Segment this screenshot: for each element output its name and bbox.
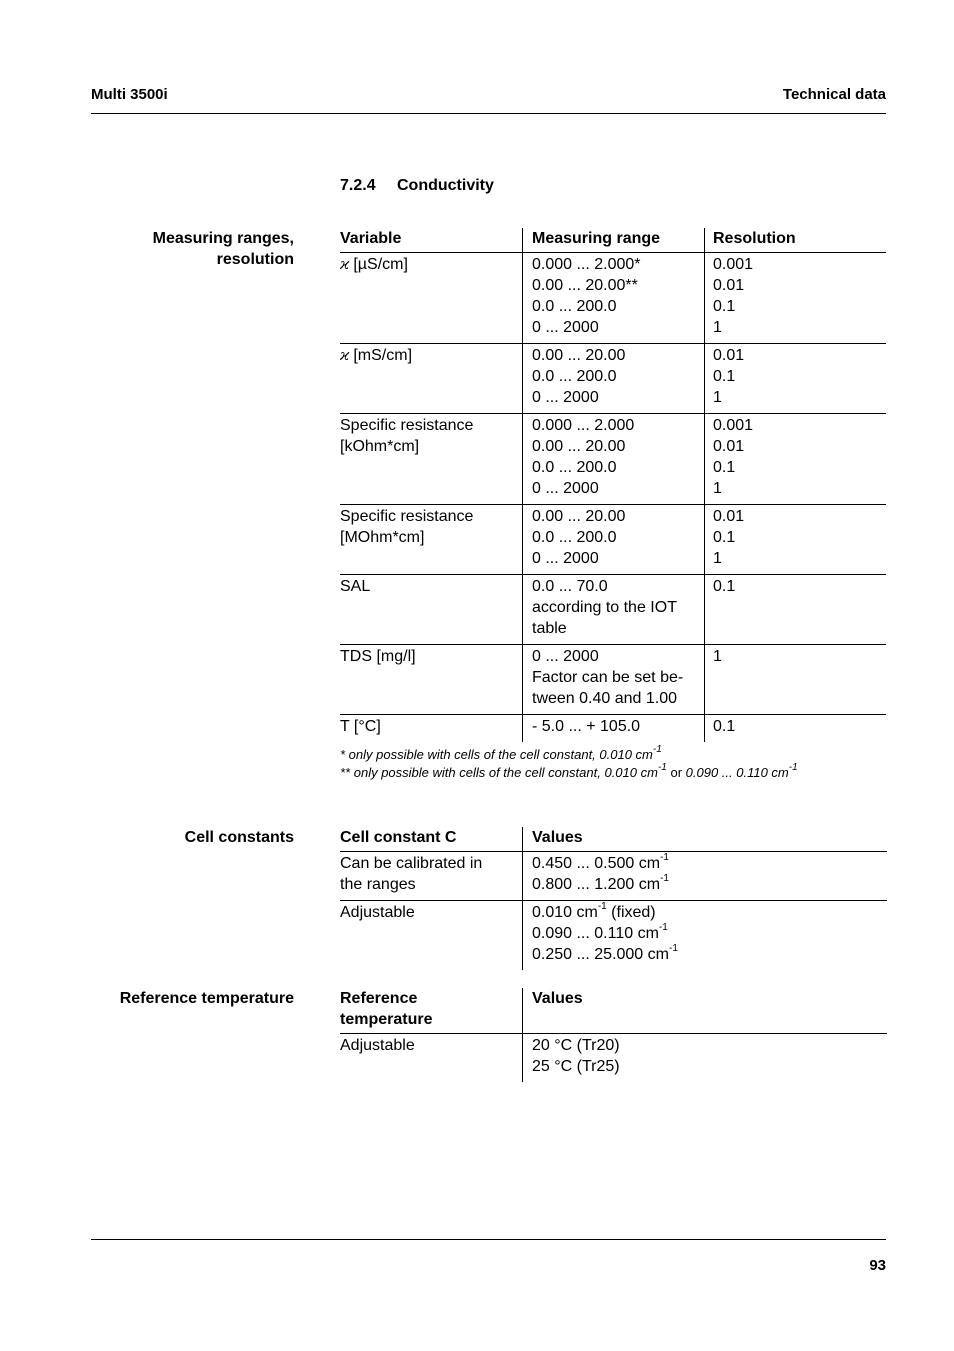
resolution-text: 0.1 bbox=[713, 298, 736, 315]
reference-temperature-label: Reference temperature bbox=[119, 990, 294, 1007]
variable-text: Specific resistance bbox=[340, 508, 474, 525]
resolution-text: 0.001 bbox=[713, 256, 754, 273]
range-text: 0.00 ... 20.00 bbox=[532, 438, 626, 455]
kappa-symbol: ϰ bbox=[340, 255, 350, 273]
variable-text: T [°C] bbox=[340, 718, 381, 735]
col-variable: Variable bbox=[340, 228, 523, 253]
resolution-cell bbox=[705, 715, 887, 743]
measuring-ranges-table bbox=[340, 228, 886, 742]
resolution-text: 1 bbox=[713, 319, 722, 336]
range-text: 0 ... 2000 bbox=[532, 480, 599, 497]
variable-cell bbox=[340, 414, 523, 505]
resolution-text: 0.01 bbox=[713, 277, 745, 294]
footnote-text: * only possible with cells of the cell constant, 0.010 cm bbox=[340, 747, 653, 762]
range-text: 0 ... 2000 bbox=[532, 319, 599, 336]
value-text: 20 °C (Tr20) bbox=[532, 1037, 620, 1054]
range-text: 0 ... 2000 bbox=[532, 550, 599, 567]
cell-text: Can be calibrated in bbox=[340, 855, 483, 872]
col-reference-temperature bbox=[340, 988, 523, 1034]
variable-text: SAL bbox=[340, 578, 371, 595]
header-rule bbox=[91, 113, 886, 114]
resolution-text: 1 bbox=[713, 389, 722, 406]
range-cell bbox=[523, 575, 705, 645]
page-number: 93 bbox=[869, 1257, 886, 1274]
resolution-text: 1 bbox=[713, 550, 722, 567]
col-values: Values bbox=[523, 988, 888, 1034]
resolution-cell bbox=[705, 575, 887, 645]
value-text: 0.010 cm bbox=[532, 904, 598, 921]
resolution-text: 0.1 bbox=[713, 368, 736, 385]
variable-text: [MOhm*cm] bbox=[340, 529, 425, 546]
variable-text: Specific resistance bbox=[340, 417, 474, 434]
resolution-cell bbox=[705, 505, 887, 575]
footnote-1 bbox=[340, 743, 798, 764]
col-cell-constant: Cell constant C bbox=[340, 827, 523, 852]
footnote-or: or bbox=[666, 765, 686, 780]
range-text: 0.000 ... 2.000* bbox=[532, 256, 641, 273]
range-cell bbox=[523, 715, 705, 743]
range-text: Factor can be set be- bbox=[532, 669, 684, 686]
cell-text: the ranges bbox=[340, 876, 416, 893]
cell-values bbox=[523, 1034, 888, 1083]
cell-constants-table bbox=[340, 827, 887, 970]
cell-values bbox=[523, 901, 888, 971]
range-text: 0.0 ... 200.0 bbox=[532, 298, 617, 315]
value-suffix: (fixed) bbox=[606, 904, 656, 921]
header-text: temperature bbox=[340, 1011, 433, 1028]
range-text: 0 ... 2000 bbox=[532, 389, 599, 406]
value-text: 0.090 ... 0.110 cm bbox=[532, 925, 659, 942]
range-text: 0.0 ... 70.0 bbox=[532, 578, 608, 595]
variable-cell bbox=[340, 645, 523, 715]
table-row bbox=[340, 253, 886, 344]
cell-label: Adjustable bbox=[340, 904, 415, 921]
variable-cell bbox=[340, 344, 523, 414]
label-line: Measuring ranges, bbox=[152, 230, 294, 247]
resolution-text: 0.001 bbox=[713, 417, 754, 434]
value-line bbox=[532, 874, 887, 895]
resolution-cell bbox=[705, 344, 887, 414]
header-doc-title: Multi 3500i bbox=[91, 86, 168, 103]
measuring-rows bbox=[340, 253, 886, 743]
variable-cell bbox=[340, 575, 523, 645]
section-number: 7.2.4 bbox=[340, 177, 376, 194]
footnote-2 bbox=[340, 761, 798, 782]
table-row bbox=[340, 901, 887, 971]
footnote-text: ** only possible with cells of the cell constant, 0.010 cm bbox=[340, 765, 658, 780]
resolution-cell bbox=[705, 253, 887, 344]
range-cell bbox=[523, 645, 705, 715]
table-row bbox=[340, 852, 887, 901]
table-row bbox=[340, 505, 886, 575]
variable-text bbox=[340, 254, 522, 275]
resolution-text: 1 bbox=[713, 480, 722, 497]
section-heading bbox=[340, 177, 494, 195]
range-text: 0.00 ... 20.00** bbox=[532, 277, 638, 294]
variable-cell bbox=[340, 253, 523, 344]
range-text: 0.00 ... 20.00 bbox=[532, 347, 626, 364]
value-text: 0.450 ... 0.500 cm bbox=[532, 855, 661, 872]
table-row bbox=[340, 1034, 887, 1083]
table-row bbox=[340, 344, 886, 414]
exponent: -1 bbox=[652, 743, 662, 755]
variable-text bbox=[340, 345, 522, 366]
resolution-text: 0.01 bbox=[713, 347, 745, 364]
variable-text: [kOhm*cm] bbox=[340, 438, 420, 455]
section-title: Conductivity bbox=[397, 177, 494, 194]
label-line: resolution bbox=[216, 251, 294, 268]
range-text: tween 0.40 and 1.00 bbox=[532, 690, 678, 707]
value-line bbox=[532, 902, 887, 923]
exponent: -1 bbox=[660, 872, 669, 884]
resolution-text: 0.01 bbox=[713, 508, 745, 525]
range-text: 0.000 ... 2.000 bbox=[532, 417, 635, 434]
value-line bbox=[532, 923, 887, 944]
unit-text: [µS/cm] bbox=[353, 256, 408, 273]
unit-text: [mS/cm] bbox=[353, 347, 413, 364]
col-measuring-range: Measuring range bbox=[523, 228, 705, 253]
resolution-cell bbox=[705, 414, 887, 505]
header-text: Reference bbox=[340, 990, 418, 1007]
exponent: -1 bbox=[788, 761, 798, 773]
range-text: 0 ... 2000 bbox=[532, 648, 599, 665]
resolution-text: 0.1 bbox=[713, 718, 736, 735]
range-text: 0.0 ... 200.0 bbox=[532, 529, 617, 546]
resolution-text: 0.1 bbox=[713, 578, 736, 595]
measuring-ranges-label bbox=[153, 228, 294, 270]
exponent: -1 bbox=[658, 921, 668, 933]
footnote-text: 0.090 ... 0.110 cm bbox=[685, 765, 789, 780]
exponent: -1 bbox=[668, 942, 678, 954]
range-text: table bbox=[532, 620, 567, 637]
range-cell bbox=[523, 505, 705, 575]
header-chapter-title: Technical data bbox=[782, 86, 886, 103]
resolution-text: 0.1 bbox=[713, 529, 736, 546]
exponent: -1 bbox=[660, 851, 669, 863]
cell-constants-label: Cell constants bbox=[184, 829, 294, 846]
kappa-symbol: ϰ bbox=[340, 346, 350, 364]
range-cell bbox=[523, 253, 705, 344]
resolution-text: 0.1 bbox=[713, 459, 736, 476]
table-row bbox=[340, 414, 886, 505]
exponent: -1 bbox=[657, 761, 667, 773]
table-row bbox=[340, 575, 886, 645]
value-text: 0.250 ... 25.000 cm bbox=[532, 946, 669, 963]
cell-label bbox=[340, 852, 523, 901]
reference-temperature-table bbox=[340, 988, 887, 1082]
footer-rule bbox=[91, 1239, 886, 1240]
cell-values bbox=[523, 852, 888, 901]
table-row bbox=[340, 645, 886, 715]
range-cell bbox=[523, 344, 705, 414]
footnotes bbox=[340, 743, 798, 782]
value-line bbox=[532, 853, 887, 874]
range-text: 0.0 ... 200.0 bbox=[532, 459, 617, 476]
range-text: 0.0 ... 200.0 bbox=[532, 368, 617, 385]
value-text: 0.800 ... 1.200 cm bbox=[532, 876, 661, 893]
variable-cell bbox=[340, 715, 523, 743]
range-text: - 5.0 ... + 105.0 bbox=[532, 718, 641, 735]
variable-cell bbox=[340, 505, 523, 575]
table-row bbox=[340, 715, 886, 743]
range-text: according to the IOT bbox=[532, 599, 677, 616]
value-text: 25 °C (Tr25) bbox=[532, 1058, 620, 1075]
value-line bbox=[532, 944, 887, 965]
resolution-text: 1 bbox=[713, 648, 722, 665]
range-cell bbox=[523, 414, 705, 505]
resolution-text: 0.01 bbox=[713, 438, 745, 455]
range-text: 0.00 ... 20.00 bbox=[532, 508, 626, 525]
col-resolution: Resolution bbox=[705, 228, 887, 253]
variable-text: TDS [mg/l] bbox=[340, 648, 416, 665]
resolution-cell bbox=[705, 645, 887, 715]
cell-label: Adjustable bbox=[340, 1037, 415, 1054]
exponent: -1 bbox=[597, 900, 607, 912]
col-values: Values bbox=[523, 827, 888, 852]
